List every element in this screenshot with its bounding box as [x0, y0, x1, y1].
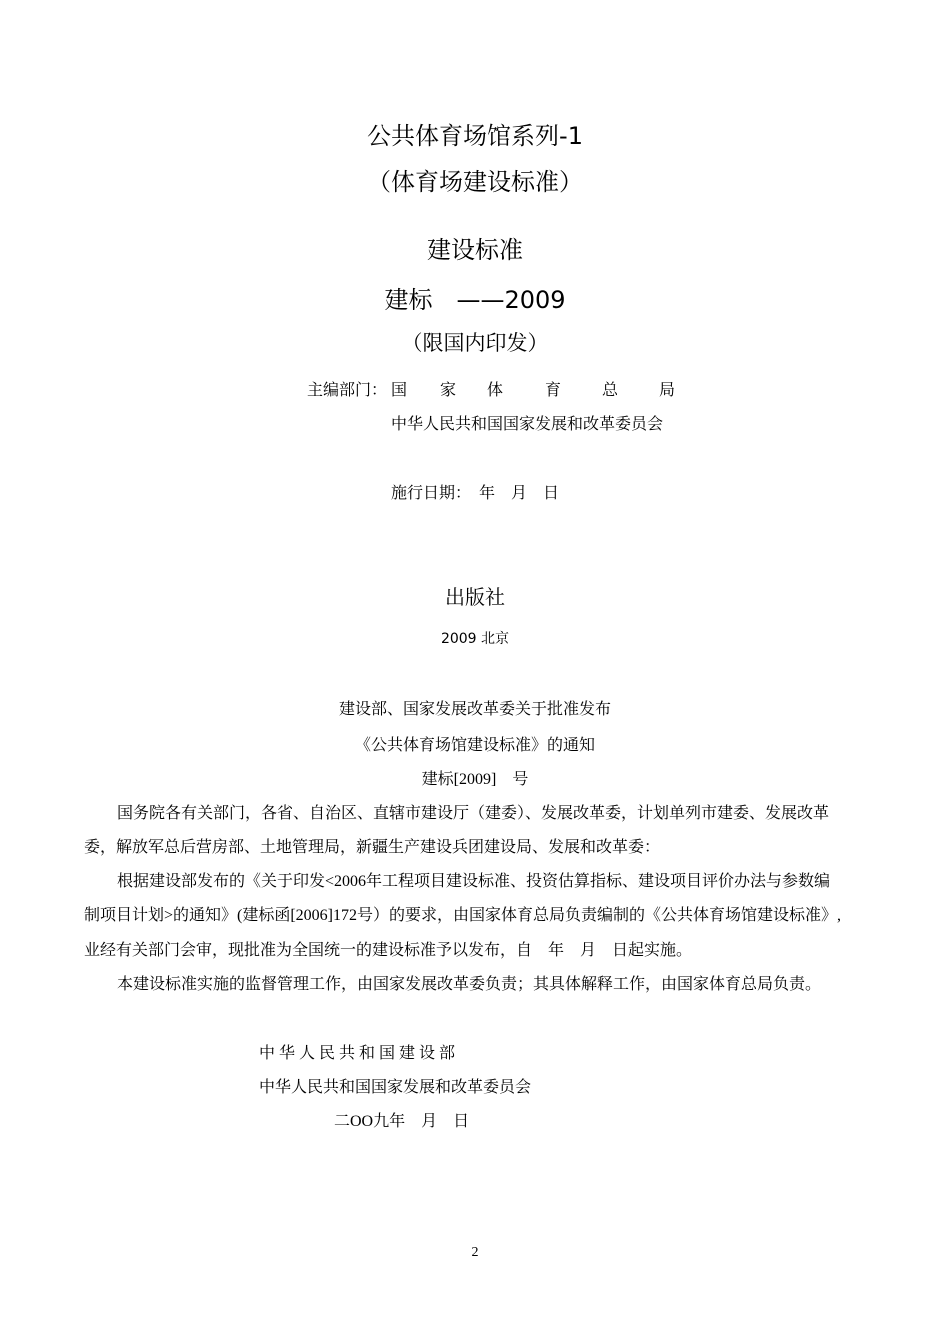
notice-para1-line1: 国务院各有关部门，各省、自治区、直辖市建设厅（建委）、发展改革委，计划单列市建委、发展改革 — [117, 805, 830, 822]
publisher-name: 出版社 — [445, 585, 505, 609]
editor-dept2: 中华人民共和国国家发展和改革委员会 — [391, 416, 664, 433]
publisher-year-city: 2009 北京 — [440, 631, 510, 647]
standard-code: 建标 ——2009 — [384, 286, 566, 314]
notice-para2-line2: 制项目计划>的通知》(建标函[2006]172号）的要求，由国家体育总局负责编制的《公共体育场馆建设标准》, — [84, 907, 842, 924]
effective-date: 施行日期： 年 月 日 — [390, 485, 559, 502]
editor-dept1-char-3: 体 — [487, 382, 504, 399]
notice-para2-line3: 业经有关部门会审，现批准为全国统一的建设标准予以发布，自 年 月 日起实施。 — [84, 942, 693, 959]
editor-dept1-char-6: 局 — [659, 382, 676, 399]
standard-heading: 建设标准 — [427, 236, 523, 264]
notice-title-line1: 建设部、国家发展改革委关于批准发布 — [338, 701, 611, 718]
editor-label: 主编部门： — [307, 382, 388, 399]
subtitle: （体育场建设标准） — [367, 168, 583, 196]
editor-dept1-char-2: 家 — [440, 382, 457, 399]
editor-dept1-char-5: 总 — [602, 382, 619, 399]
notice-doc-number: 建标[2009] 号 — [421, 771, 529, 788]
series-title: 公共体育场馆系列-1 — [367, 122, 583, 150]
notice-para3: 本建设标准实施的监督管理工作，由国家发展改革委负责；其具体解释工作，由国家体育总局负责。 — [117, 976, 822, 993]
signature-date: 二OO九年 月 日 — [334, 1113, 470, 1130]
page-number: 2 — [471, 1245, 479, 1260]
notice-para1-line2: 委，解放军总后营房部、土地管理局，新疆生产建设兵团建设局、发展和改革委： — [84, 839, 661, 856]
signature-org2: 中华人民共和国国家发展和改革委员会 — [259, 1079, 532, 1096]
notice-title-line2: 《公共体育场馆建设标准》的通知 — [354, 737, 595, 754]
editor-dept1-char-4: 育 — [545, 382, 562, 399]
notice-para2-line1: 根据建设部发布的《关于印发<2006年工程项目建设标准、投资估算指标、建设项目评价办法与参数编 — [117, 873, 831, 890]
signature-org1: 中 华 人 民 共 和 国 建 设 部 — [259, 1045, 456, 1062]
restriction-note: （限国内印发） — [401, 331, 549, 355]
editor-dept1-char-1: 国 — [391, 382, 408, 399]
